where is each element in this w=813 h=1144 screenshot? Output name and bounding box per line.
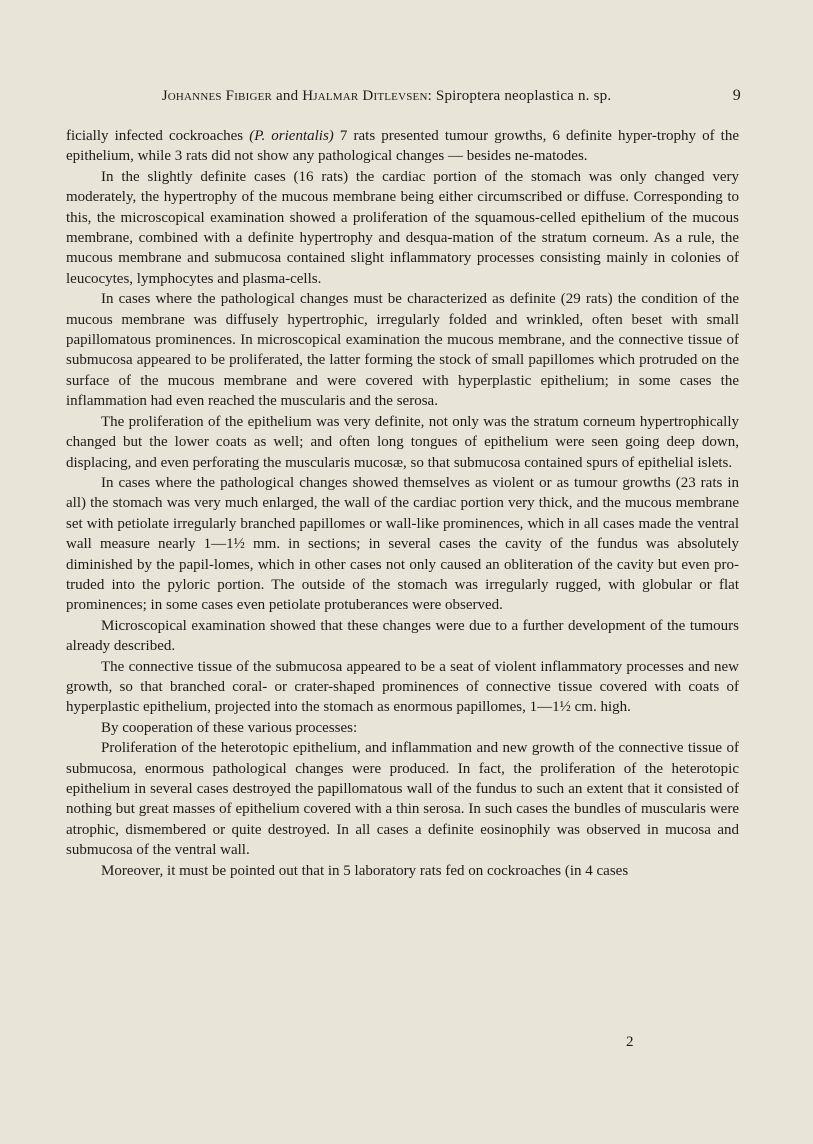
signature-mark: 2	[626, 1034, 634, 1050]
paragraph-2: In the slightly definite cases (16 rats) the cardiac portion of the stomach was only changed very moderately, the hypertrophy of the mucous membrane being either circumscribed or diffuse. Corresponding to this, the microscopical examination showed a proliferation of the squamous-celled epithelium of the mucous membrane, combined with a definite hypertrophy and desqua-mation of the stratum corneum. As a rule, the mucous membrane and submucosa contained slight inflammatory processes consisting mainly in colonies of leucocytes, lymphocytes and plasma-cells.	[66, 168, 739, 287]
page-number: 9	[732, 87, 741, 104]
header-title	[66, 88, 707, 105]
paper-title: : Spiroptera neoplastica n. sp.	[427, 88, 612, 104]
paragraph-8: By cooperation of these various processes:	[101, 719, 358, 736]
paragraph-7: The connective tissue of the submucosa appeared to be a seat of violent inflammatory processes and new growth, so that branched coral- or crater-shaped prominences of connective tissue covered with coats of hyperplastic epithelium, projected into the stomach as enormous papillomes, 1—1½ cm. high.	[66, 658, 739, 716]
paragraph-1	[66, 126, 739, 167]
paragraph-1-text-b: 7 rats presented tumour growths, 6 definite hyper-trophy of the epithelium, while 3 rats did not show any pathological changes — besides ne-matodes.	[66, 128, 739, 165]
paragraph-6: Microscopical examination showed that these changes were due to a further development of the tumours already described.	[66, 617, 739, 655]
paragraph-10: Moreover, it must be pointed out that in 5 laboratory rats fed on cockroaches (in 4 cases	[101, 862, 629, 879]
author-ditlevsen: Hjalmar Ditlevsen	[302, 88, 428, 104]
paragraph-5: In cases where the pathological changes showed themselves as violent or as tumour growths (23 rats in all) the stomach was very much enlarged, the wall of the cardiac portion very thick, and the mucous membrane set with petiolate irregularly branched papillomes or wall-like prominences, which in all cases made the ventral wall measure nearly 1—1½ mm. in sections; in several cases the cavity of the fundus was absolutely diminished by the papil-lomes, which in other cases not only caused an obliteration of the cavity but even pro-truded into the pyloric portion. The outside of the stomach was irregularly rugged, with globular or flat prominences; in some cases even petiolate protuberances were observed.	[66, 474, 739, 614]
paragraph-4: The proliferation of the epithelium was very definite, not only was the stratum corneum hypertrophically changed but the lower coats as well; and often long tongues of epithelium were seen going deep down, displacing, and even perforating the muscularis mucosæ, so that submucosa contained spurs of epithelial islets.	[66, 413, 739, 471]
paragraph-3: In cases where the pathological changes must be characterized as definite (29 rats) the condition of the mucous membrane was diffusely hypertrophic, irregularly folded and wrinkled, often beset with small papillomatous prominences. In microscopical examination the mucous membrane, and the connective tissue of submucosa appeared to be proliferated, the latter forming the stock of small papillomes which protruded on the surface of the mucous membrane and were covered with hyperplastic epithelium; in some cases the inflammation had even reached the muscularis and the serosa.	[66, 291, 739, 410]
paragraph-1-text-a: ficially infected cockroaches	[66, 128, 250, 144]
species-name: (P. orientalis)	[249, 128, 334, 144]
running-header	[66, 88, 747, 108]
paragraph-9: Proliferation of the heterotopic epithelium, and inflammation and new growth of the connective tissue of submucosa, enormous pathological changes were produced. In fact, the proliferation of the heterotopic epithelium in several cases destroyed the papillomatous wall of the fundus to such an extent that it consisted of nothing but great masses of epithelium covered with a thin serosa. In such cases the bundles of muscularis were atrophic, dismembered or quite destroyed. In all cases a definite eosinophily was observed in mucosa and submucosa of the ventral wall.	[66, 740, 739, 859]
header-conjunction: and	[272, 88, 303, 104]
body-text	[66, 126, 739, 881]
author-fibiger: Johannes Fibiger	[161, 88, 273, 104]
